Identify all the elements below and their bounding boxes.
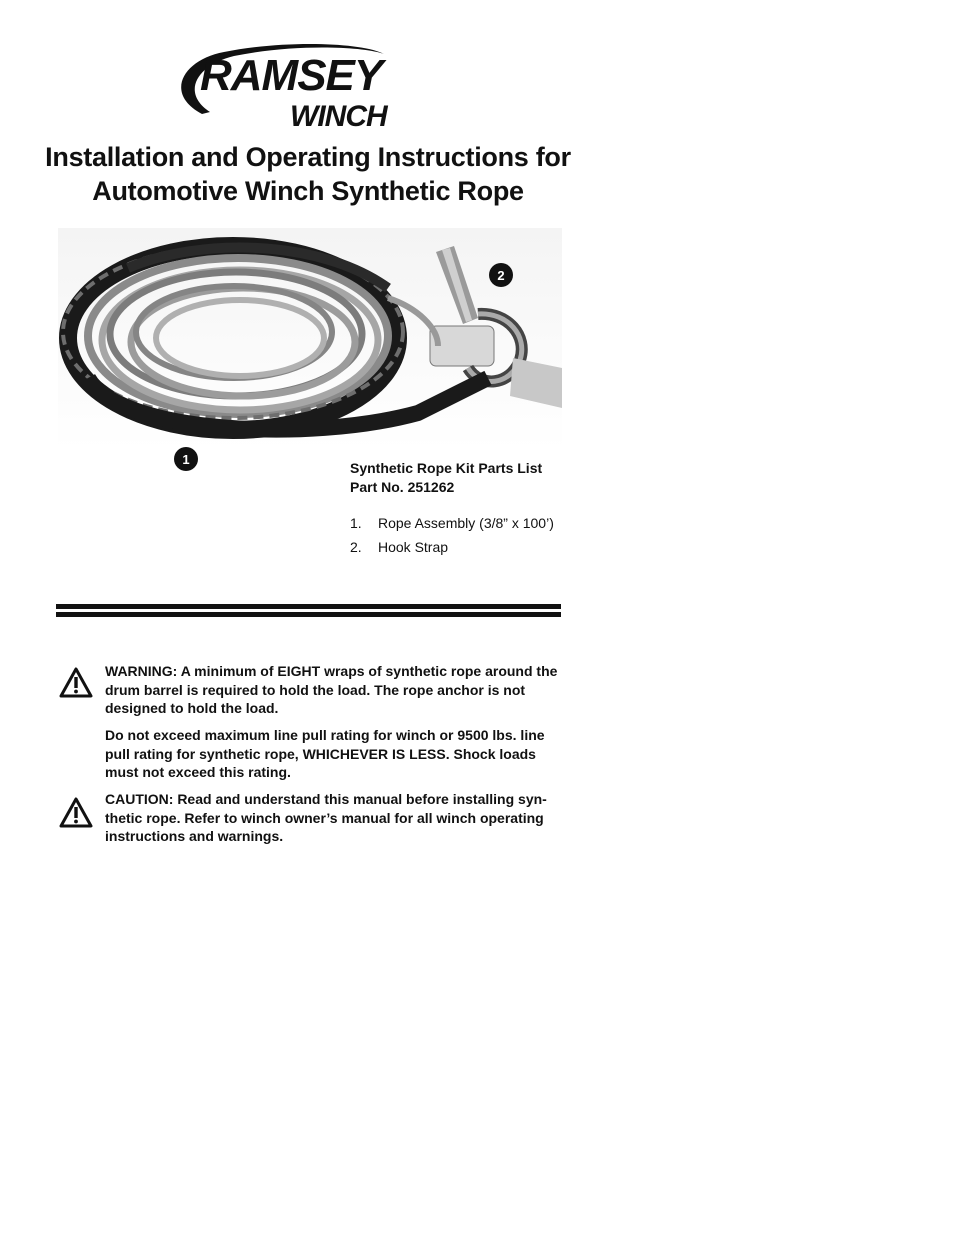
svg-text:RAMSEY: RAMSEY	[200, 51, 383, 100]
callout-1: 1	[174, 447, 198, 471]
title-line-2: Automotive Winch Synthetic Rope	[92, 176, 524, 206]
warning-triangle-icon	[58, 796, 94, 830]
list-item-label: Rope Assembly (3/8” x 100’)	[378, 515, 554, 531]
divider-top	[56, 604, 561, 609]
callout-2: 2	[489, 263, 513, 287]
list-item-number: 1.	[350, 515, 362, 531]
warning-notice: WARNING: A minimum of EIGHT wraps of synthetic rope around the drum barrel is required to hold the load. The rope anchor is not designed to hold the load.	[105, 663, 558, 716]
parts-list-title: Synthetic Rope Kit Parts List	[350, 460, 543, 476]
list-item-label: Hook Strap	[378, 539, 449, 555]
caution-notice: CAUTION: Read and understand this manual before installing syn-thetic rope. Refer to winch owner’s manual for all winch operating instructions and warnings.	[105, 791, 547, 844]
svg-text:WINCH: WINCH	[290, 100, 387, 132]
rope-kit-photo	[58, 228, 562, 450]
rating-notice: Do not exceed maximum line pull rating for winch or 9500 lbs. line pull rating for synthetic rope, WHICHEVER IS LESS. Shock loads must not exceed this rating.	[105, 727, 545, 780]
parts-list	[350, 511, 570, 559]
ramsey-winch-logo	[172, 42, 442, 132]
warning-triangle-icon	[58, 666, 94, 700]
list-item	[350, 535, 570, 559]
list-item-number: 2.	[350, 539, 362, 555]
parts-list-heading	[350, 459, 570, 497]
page-title	[40, 140, 576, 208]
divider-bottom	[56, 612, 561, 617]
parts-list-section	[350, 459, 570, 559]
list-item	[350, 511, 570, 535]
title-line-1: Installation and Operating Instructions for	[45, 142, 571, 172]
part-number: Part No. 251262	[350, 479, 455, 495]
